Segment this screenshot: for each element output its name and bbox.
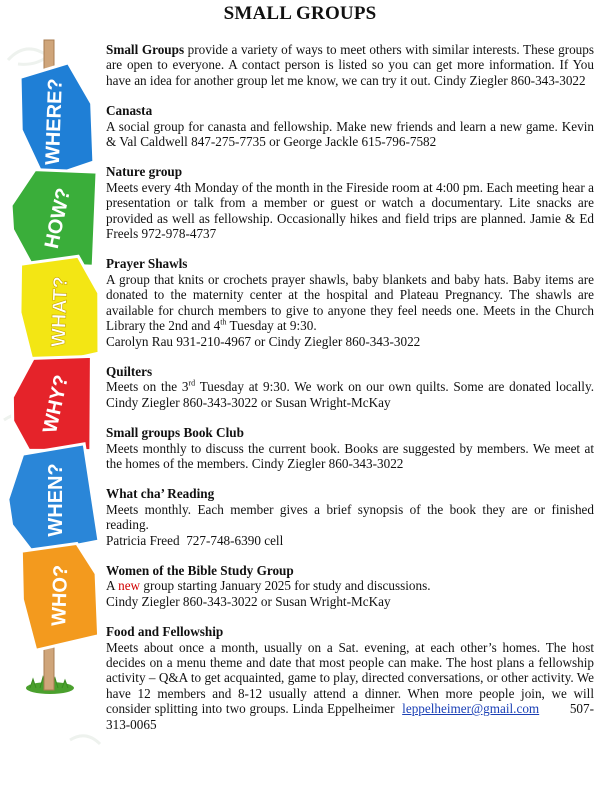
sign-what xyxy=(16,255,103,368)
prayer-contact: Carolyn Rau 931-210-4967 or Cindy Ziegler 860-343-3022 xyxy=(106,333,421,349)
sign-where xyxy=(11,60,103,181)
sign-how xyxy=(5,164,103,271)
prayer-sup: th xyxy=(220,317,227,327)
quilters-sup: rd xyxy=(188,378,196,388)
prayer-shawls-section xyxy=(106,256,594,348)
sign-who-label: WHO? xyxy=(48,564,73,627)
quilters-text-a: Meets on the 3 xyxy=(106,379,189,395)
food-heading: Food and Fellowship xyxy=(106,624,224,640)
prayer-heading: Prayer Shawls xyxy=(106,256,188,272)
canasta-heading: Canasta xyxy=(106,103,153,119)
nature-heading: Nature group xyxy=(106,164,183,180)
bible-heading: Women of the Bible Study Group xyxy=(106,562,294,578)
food-fellowship-section xyxy=(106,624,594,732)
bible-text-b: group starting January 2025 for study and discussions. xyxy=(140,578,431,594)
quilters-heading: Quilters xyxy=(106,363,153,379)
intro-text: provide a variety of ways to meet others with similar interests. These groups are open to everyone. A contact person is listed so you can get more information. If You have an idea for another group let me know, we can try it out. Cindy Ziegler 860-343-3022 xyxy=(106,42,594,88)
reading-heading: What cha’ Reading xyxy=(106,486,215,502)
bible-new-word: new xyxy=(118,578,141,594)
nature-section xyxy=(106,164,594,241)
food-phone: 507-313-0065 xyxy=(106,701,594,732)
canasta-section xyxy=(106,103,594,149)
book-club-text: Meets monthly to discuss the current book. Books are suggested by members. We meet at the homes of the members. Cindy Ziegler 860-343-3022 xyxy=(106,440,594,471)
canasta-text: A social group for canasta and fellowship. Make new friends and learn a new game. Kevin & Val Caldwell 847-275-7735 or George Jackle 615-796-7582 xyxy=(106,118,594,150)
prayer-text-a: A group that knits or crochets prayer shawls, baby blankets and baby hats. Baby items are donated to the maternity center at the hospital and Plateau Pregnancy. The shawls are available for church members to give to anyone they feel needs one. Meets in the Church Library the 2nd and 4 xyxy=(106,271,594,334)
reading-text: Meets monthly. Each member gives a brief synopsis of the book they are or finished reading. xyxy=(106,501,594,533)
quilters-text-b: Tuesday at 9:30. We work on our own quilts. Some are donated locally. Cindy Ziegler 860-343-3022 or Susan Wright-McKay xyxy=(106,379,594,410)
book-club-section xyxy=(106,425,594,471)
food-email-link[interactable]: leppelheimer@gmail.com xyxy=(402,701,540,717)
groups-content xyxy=(106,42,594,747)
sign-why-label: WHY? xyxy=(39,372,73,436)
nature-text: Meets every 4th Monday of the month in the Fireside room at 4:00 pm. Each meeting hear a presentation or talk from a member or guest or watch a documentary. Lite snacks are provided as well as fellowship. Occasionally hikes and field trips are planned. Jamie & Ed Freels 972-978-4737 xyxy=(106,179,594,242)
sign-how-label: HOW? xyxy=(40,186,76,251)
sign-when xyxy=(4,443,99,555)
prayer-text-b: Tuesday at 9:30. xyxy=(226,318,317,334)
bible-study-section xyxy=(106,563,594,609)
reading-contact: Patricia Freed 727-748-6390 cell xyxy=(106,532,284,548)
book-club-heading: Small groups Book Club xyxy=(106,425,244,441)
page-title: SMALL GROUPS xyxy=(223,3,377,24)
quilters-section xyxy=(106,364,594,410)
sign-why xyxy=(9,351,98,454)
intro-lead: Small Groups xyxy=(106,42,185,57)
sign-when-label: WHEN? xyxy=(44,463,67,537)
sign-who xyxy=(17,542,103,651)
sign-where-label: WHERE? xyxy=(41,78,67,166)
bible-text-a: A xyxy=(106,578,119,594)
sign-what-label: WHAT? xyxy=(47,275,73,348)
signpost-illustration xyxy=(0,0,110,796)
bible-contact: Cindy Ziegler 860-343-3022 or Susan Wright-McKay xyxy=(106,593,391,609)
intro-section xyxy=(106,42,594,88)
reading-section xyxy=(106,486,594,548)
food-text: Meets about once a month, usually on a Sat. evening, at each other’s homes. The host decides on a menu theme and date that most people can make. The host plans a fellowship activity – Q&A to get acquainted, game to play, directed conversations, or other activity. We have 12 members and 8-12 usually attend a dinner. When more people join, we will consider splitting into two groups. Linda Eppelheimer xyxy=(106,639,594,717)
